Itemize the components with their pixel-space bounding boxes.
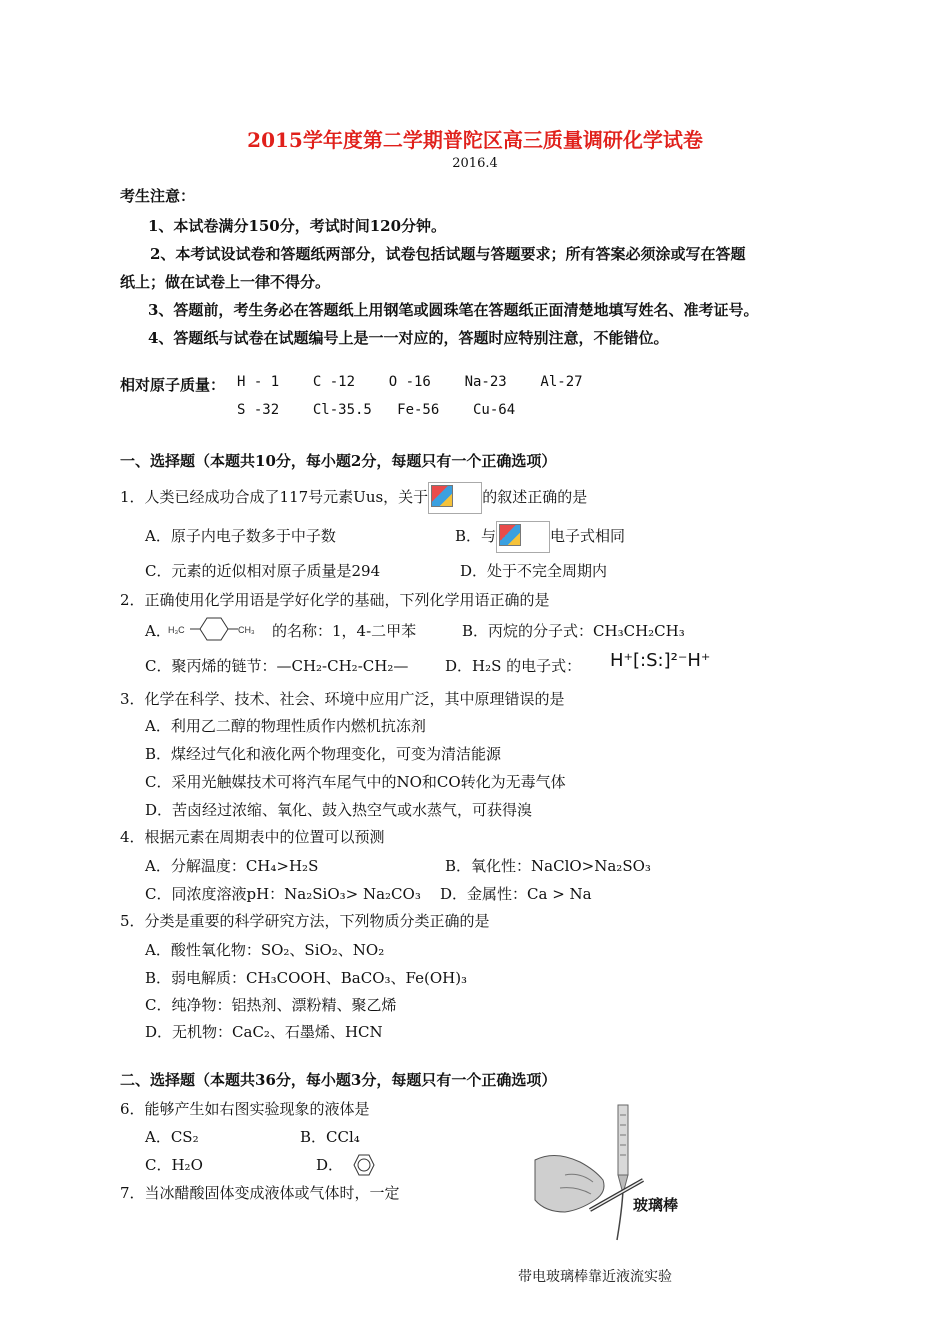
notice-heading: 考生注意： xyxy=(120,187,196,205)
q1-option-b xyxy=(455,521,625,553)
h2s-electron-formula: H⁺[:S:]²⁻H⁺ xyxy=(610,650,711,671)
q1-option-b-b: 电子式相同 xyxy=(550,527,626,545)
q6-option-a: A．CS₂ xyxy=(145,1128,199,1146)
notice-item-4: 4、答题纸与试卷在试题编号上是一一对应的，答题时应特别注意，不能错位。 xyxy=(148,329,669,347)
q2-option-a xyxy=(145,620,171,641)
q6-option-c: C．H₂O xyxy=(145,1156,203,1174)
question-1 xyxy=(120,482,587,514)
notice-item-2b: 纸上；做在试卷上一律不得分。 xyxy=(120,273,331,291)
atomic-mass-label: 相对原子质量： xyxy=(120,376,226,394)
q1-stem-b: 的叙述正确的是 xyxy=(482,488,588,506)
section-2-heading: 二、选择题（本题共36分，每小题3分，每题只有一个正确选项） xyxy=(120,1071,557,1089)
q5-option-d: D．无机物：CaC₂、石墨烯、HCN xyxy=(145,1023,383,1041)
q6-option-b: B．CCl₄ xyxy=(300,1128,360,1146)
q1-b-image-placeholder xyxy=(496,521,550,553)
q3-option-b: B．煤经过气化和液化两个物理变化，可变为清洁能源 xyxy=(145,745,502,763)
q5-option-c: C．纯净物：铝热剂、漂粉精、聚乙烯 xyxy=(145,996,397,1014)
q2-option-b: B．丙烷的分子式：CH₃CH₂CH₃ xyxy=(462,622,685,640)
notice-item-3: 3、答题前，考生务必在答题纸上用钢笔或圆珠笔在答题纸正面清楚地填写姓名、准考证号。 xyxy=(148,301,759,319)
notice-item-1: 1、本试卷满分150分，考试时间120分钟。 xyxy=(148,217,447,235)
q6-option-d: D． xyxy=(316,1156,344,1174)
broken-image-icon xyxy=(431,485,453,507)
section-1-heading: 一、选择题（本题共10分，每小题2分，每题只有一个正确选项） xyxy=(120,452,557,470)
p-xylene-structure xyxy=(168,613,268,643)
glass-rod-label: 玻璃棒 xyxy=(633,1196,679,1214)
ch3-right: CH₃ xyxy=(238,625,255,635)
q3-option-a: A．利用乙二醇的物理性质作内燃机抗冻剂 xyxy=(145,717,426,735)
q4-option-b: B．氧化性：NaClO>Na₂SO₃ xyxy=(445,857,651,875)
q2-option-d: D．H₂S 的电子式： xyxy=(445,657,582,675)
q1-option-c: C．元素的近似相对原子质量是294 xyxy=(145,562,381,580)
question-4-stem: 4．根据元素在周期表中的位置可以预测 xyxy=(120,828,385,846)
uus-image-placeholder xyxy=(428,482,482,514)
q3-option-c: C．采用光触媒技术可将汽车尾气中的NO和CO转化为无毒气体 xyxy=(145,773,566,791)
atomic-mass-row-2: S -32 Cl-35.5 Fe-56 Cu-64 xyxy=(237,402,516,418)
q4-option-d: D．金属性：Ca > Na xyxy=(440,885,592,903)
q2-option-a-text: 的名称：1，4-二甲苯 xyxy=(272,622,417,640)
question-7-stem: 7．当冰醋酸固体变成液体或气体时，一定 xyxy=(120,1184,400,1202)
ch3-left: H₃C xyxy=(168,625,185,635)
benzene-structure xyxy=(350,1150,378,1180)
q4-option-a: A．分解温度：CH₄>H₂S xyxy=(145,857,319,875)
atomic-mass-row-1: H - 1 C -12 O -16 Na-23 Al-27 xyxy=(237,374,583,390)
q3-option-d: D．苦卤经过浓缩、氧化、鼓入热空气或水蒸气，可获得溴 xyxy=(145,801,533,819)
q1-option-a: A．原子内电子数多于中子数 xyxy=(145,527,336,545)
question-5-stem: 5．分类是重要的科学研究方法，下列物质分类正确的是 xyxy=(120,912,490,930)
notice-item-2a: 2、本考试设试卷和答题纸两部分，试卷包括试题与答题要求；所有答案必须涂或写在答题 xyxy=(150,245,746,263)
question-6-stem: 6．能够产生如右图实验现象的液体是 xyxy=(120,1100,370,1118)
question-3-stem: 3．化学在科学、技术、社会、环境中应用广泛，其中原理错误的是 xyxy=(120,690,565,708)
q4-option-c: C．同浓度溶液pH：Na₂SiO₃> Na₂CO₃ xyxy=(145,885,421,903)
q5-option-b: B．弱电解质：CH₃COOH、BaCO₃、Fe(OH)₃ xyxy=(145,969,468,987)
q5-option-a: A．酸性氧化物：SO₂、SiO₂、NO₂ xyxy=(145,941,385,959)
figure-caption: 带电玻璃棒靠近液流实验 xyxy=(518,1269,672,1285)
page-title: 2015学年度第二学期普陀区高三质量调研化学试卷 xyxy=(247,128,703,152)
q1-option-d: D．处于不完全周期内 xyxy=(460,562,608,580)
q1-stem-a: 1．人类已经成功合成了117号元素Uus，关于 xyxy=(120,488,429,506)
question-2-stem: 2．正确使用化学用语是学好化学的基础，下列化学用语正确的是 xyxy=(120,591,550,609)
q2-a-prefix: A． xyxy=(145,622,171,640)
q2-option-c: C．聚丙烯的链节：—CH₂-CH₂-CH₂— xyxy=(145,657,409,675)
experiment-figure xyxy=(525,1100,735,1245)
q1-option-b-a: B．与 xyxy=(455,527,497,545)
broken-image-icon xyxy=(499,524,521,546)
exam-date: 2016.4 xyxy=(452,156,498,171)
